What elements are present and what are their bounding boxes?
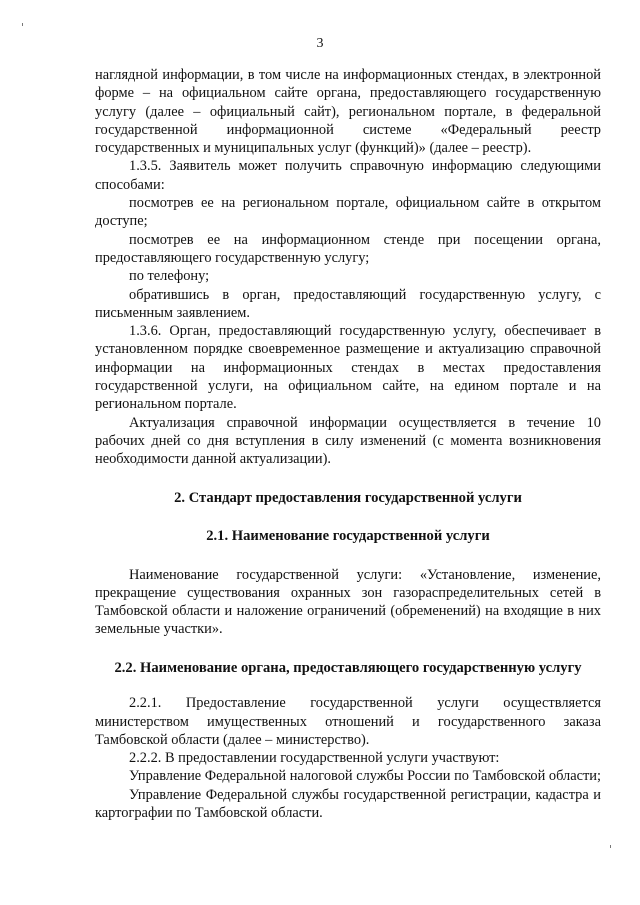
subsection-heading: 2.2. Наименование органа, предоставляющего государственную услугу <box>114 659 582 676</box>
scan-mark <box>22 23 23 26</box>
document-body <box>95 66 601 822</box>
paragraph: 1.3.5. Заявитель может получить справочную информацию следующими способами: <box>95 158 601 193</box>
paragraph: Наименование государственной услуги: «Установление, изменение, прекращение существования охранных зон газораспределительных сетей в Тамбовской области и наложение ограничений (обременений) на входящие в них земельные участки». <box>95 566 601 638</box>
paragraph: по телефону; <box>129 268 210 285</box>
paragraph: 2.2.2. В предоставлении государственной услуги участвуют: <box>129 750 500 767</box>
section-heading: 2. Стандарт предоставления государственной услуги <box>174 489 522 506</box>
paragraph: посмотрев ее на информационном стенде при посещении органа, предоставляющего государственную услугу; <box>95 231 601 266</box>
paragraph: обратившись в орган, предоставляющий государственную услугу, с письменным заявлением. <box>95 286 601 321</box>
paragraph: 2.2.1. Предоставление государственной услуги осуществляется министерством имущественных отношений и государственного заказа Тамбовской области (далее – министерство). <box>95 695 601 748</box>
subsection-heading: 2.1. Наименование государственной услуги <box>206 528 490 545</box>
paragraph: Актуализация справочной информации осуществляется в течение 10 рабочих дней со дня вступления в силу изменений (с момента возникновения необходимости данной актуализации). <box>95 414 601 468</box>
paragraph: Управление Федеральной службы государственной регистрации, кадастра и картографии по Тамбовской области. <box>95 786 601 821</box>
paragraph: наглядной информации, в том числе на информационных стендах, в электронной форме – на официальном сайте органа, предоставляющего государственную услугу (далее – официальный сайт), региональном портале, в федеральной государственной информационной системе «Федеральный реестр государственных и муниципальных услуг (функций)» (далее – реестр). <box>95 67 601 157</box>
page-number: 3 <box>316 36 324 51</box>
paragraph: Управление Федеральной налоговой службы России по Тамбовской области; <box>129 768 601 785</box>
paragraph: 1.3.6. Орган, предоставляющий государственную услугу, обеспечивает в установленном порядке своевременное размещение и актуализацию справочной информации на информационных стендах в местах предоставления государственной услуги, на официальном сайте, на едином портале и на региональном портале. <box>95 323 601 413</box>
scan-mark <box>610 845 611 848</box>
paragraph: посмотрев ее на региональном портале, официальном сайте в открытом доступе; <box>95 195 601 230</box>
